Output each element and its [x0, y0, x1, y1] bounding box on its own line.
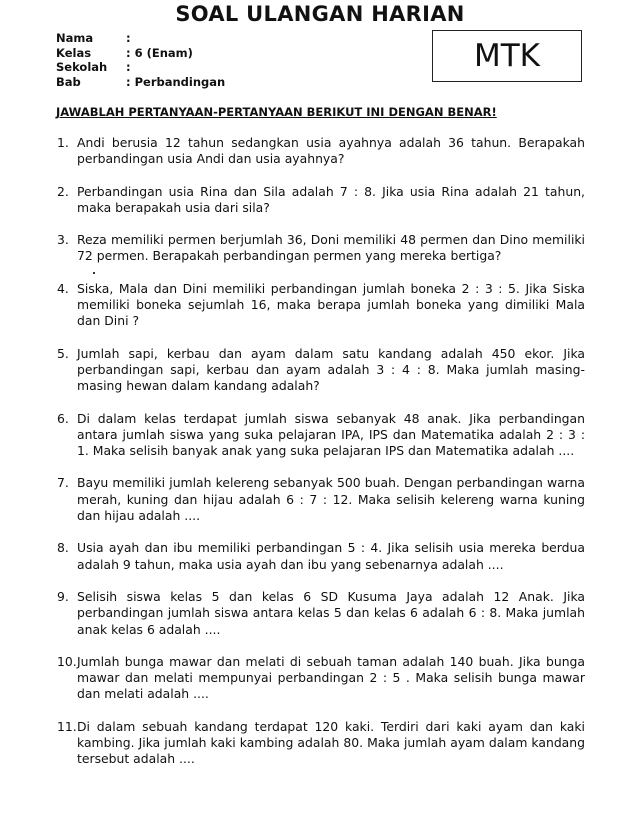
student-info: [56, 31, 225, 90]
info-value: : Perbandingan: [126, 75, 226, 90]
info-row-bab: [56, 75, 225, 90]
info-row-nama: [56, 31, 225, 46]
question-text: Andi berusia 12 tahun sedangkan usia ayahnya adalah 36 tahun. Berapakah perbandingan usia Andi dan usia ayahnya?: [77, 135, 585, 167]
question-item: [57, 654, 585, 703]
question-text: Usia ayah dan ibu memiliki perbandingan 5 : 4. Jika selisih usia mereka berdua adalah 9 tahun, maka usia ayah dan ibu yang sebenarnya adalah ....: [77, 540, 585, 572]
question-item: [57, 281, 585, 330]
info-label: Kelas: [56, 45, 92, 60]
subject-box: MTK: [432, 30, 582, 82]
question-text: Selisih siswa kelas 5 dan kelas 6 SD Kusuma Jaya adalah 12 Anak. Jika perbandingan jumlah siswa antara kelas 5 dan kelas 6 adalah 6 : 8. Maka jumlah anak kelas 6 adalah ....: [77, 588, 585, 637]
info-value: : 6 (Enam): [126, 45, 193, 60]
question-item: [57, 475, 585, 524]
question-text: Reza memiliki permen berjumlah 36, Doni memiliki 48 permen dan Dino memiliki 72 permen. Berapakah perbandingan permen yang mereka bertiga?: [77, 232, 585, 264]
question-item: [57, 135, 585, 168]
question-item: [57, 232, 585, 265]
question-number: 5.: [57, 345, 69, 361]
question-list: [57, 135, 585, 784]
info-label: Nama: [56, 31, 94, 45]
question-number: 3.: [57, 232, 69, 248]
question-number: 10.: [57, 653, 77, 669]
question-item: [57, 589, 585, 638]
page-title: SOAL ULANGAN HARIAN: [175, 2, 465, 26]
question-number: 1.: [57, 135, 69, 150]
info-label: Bab: [56, 75, 81, 90]
question-number: 7.: [57, 475, 69, 491]
question-text: Siska, Mala dan Dini memiliki perbandingan jumlah boneka 2 : 3 : 5. Jika Siska memiliki boneka sejumlah 16, maka berapa jumlah boneka yang dimiliki Mala dan Dini ?: [77, 280, 585, 329]
question-item: [57, 184, 585, 217]
info-row-kelas: [56, 46, 225, 61]
question-item: [57, 411, 585, 460]
question-text: Jumlah bunga mawar dan melati di sebuah taman adalah 140 buah. Jika bunga mawar dan melati mempunyai perbandingan 2 : 5 . Maka selisih bunga mawar dan melati adalah ....: [77, 653, 585, 702]
instruction: JAWABLAH PERTANYAAN-PERTANYAAN BERIKUT INI DENGAN BENAR!: [56, 105, 497, 119]
question-number: 11.: [57, 718, 77, 734]
question-item: [57, 540, 585, 573]
question-item: [57, 719, 585, 768]
question-number: 8.: [57, 540, 69, 556]
info-value: :: [126, 60, 131, 75]
question-number: 6.: [57, 410, 69, 426]
question-number: 4.: [57, 280, 69, 296]
question-number: 9.: [57, 588, 69, 604]
question-text: Di dalam sebuah kandang terdapat 120 kaki. Terdiri dari kaki ayam dan kaki kambing. Jika jumlah kaki kambing adalah 80. Maka jumlah ayam dalam kandang tersebut adalah ....: [77, 718, 585, 767]
info-label: Sekolah: [56, 60, 108, 75]
question-text: Perbandingan usia Rina dan Sila adalah 7 : 8. Jika usia Rina adalah 21 tahun, maka berapakah usia dari sila?: [77, 183, 585, 215]
info-value: :: [126, 31, 131, 45]
question-text: Jumlah sapi, kerbau dan ayam dalam satu kandang adalah 450 ekor. Jika perbandingan sapi, kerbau dan ayam adalah 3 : 4 : 8. Maka jumlah masing-masing hewan dalam kandang adalah?: [77, 345, 585, 394]
info-row-sekolah: [56, 60, 225, 75]
question-text: Bayu memiliki jumlah kelereng sebanyak 500 buah. Dengan perbandingan warna merah, kuning dan hijau adalah 6 : 7 : 12. Maka selisih kelereng warna kuning dan hijau adalah ....: [77, 475, 585, 524]
question-item: [57, 346, 585, 395]
question-number: 2.: [57, 183, 69, 199]
question-text: Di dalam kelas terdapat jumlah siswa sebanyak 48 anak. Jika perbandingan antara jumlah siswa yang suka pelajaran IPA, IPS dan Matematika adalah 2 : 3 : 1. Maka selisih banyak anak yang suka pelajaran IPS dan Matematika adalah ....: [77, 410, 585, 459]
